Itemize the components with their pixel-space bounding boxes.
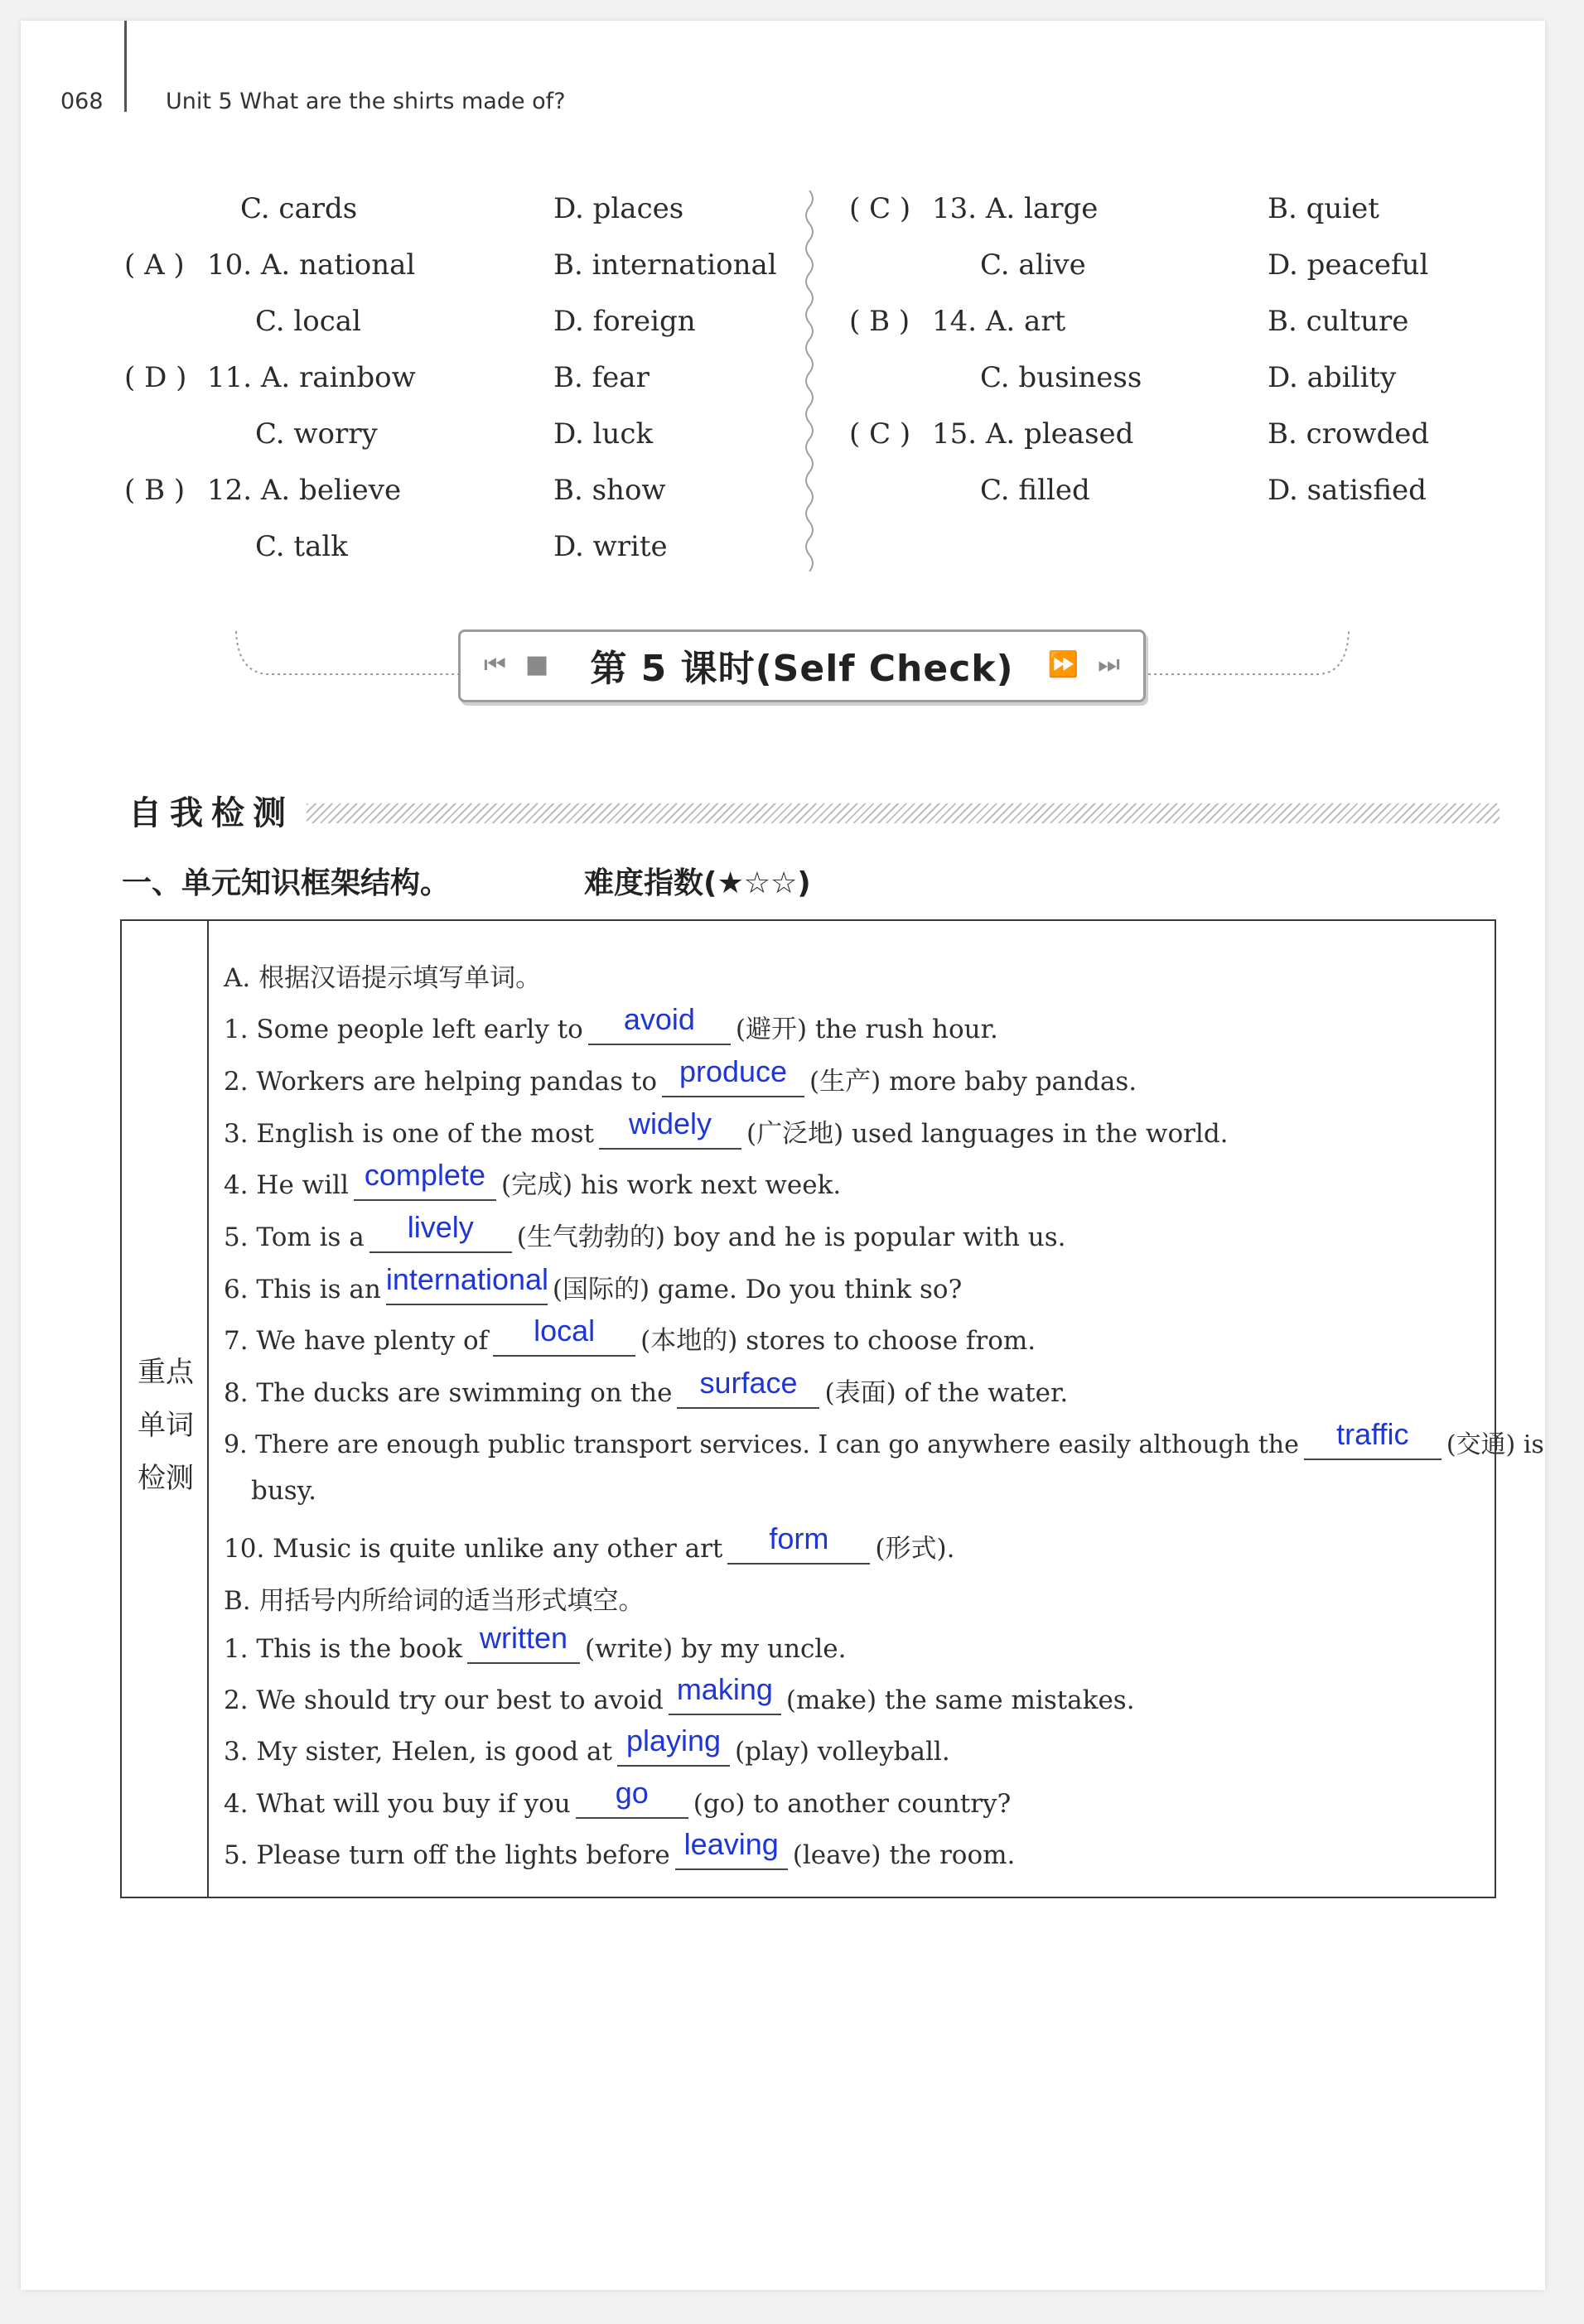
- item-text: (生产) more baby pandas.: [809, 1067, 1137, 1097]
- q15-option-a: 15. A. pleased: [932, 417, 1134, 451]
- part-a-item: [224, 1210, 1066, 1253]
- answer-blank: [599, 1107, 741, 1150]
- q10-answer: ( A ): [124, 248, 185, 282]
- handwritten-answer: lively: [407, 1210, 474, 1244]
- banner-left-line: [234, 629, 466, 687]
- fast-forward-icon: ⏩: [1047, 650, 1079, 679]
- part-b-item: [224, 1672, 1135, 1715]
- answer-blank: [385, 1262, 549, 1305]
- answer-blank: [662, 1054, 804, 1097]
- q13-option-a: 13. A. large: [932, 192, 1099, 225]
- q9-option-d: D. places: [553, 192, 684, 225]
- side-label-line: 重点: [138, 1356, 194, 1389]
- item-text: 4. What will you buy if you: [224, 1789, 571, 1819]
- q14-option-c: C. business: [980, 361, 1142, 394]
- item-text: (本地的) stores to choose from.: [640, 1326, 1036, 1356]
- q14-option-b: B. culture: [1268, 305, 1409, 338]
- q15-option-d: D. satisfied: [1268, 474, 1427, 507]
- lesson-title: 第 5 课时(Self Check): [590, 648, 1014, 690]
- q14-option-a: 14. A. art: [932, 305, 1066, 338]
- item-text: 10. Music is quite unlike any other art: [224, 1534, 723, 1564]
- item-text: (广泛地) used languages in the world.: [746, 1119, 1229, 1149]
- answer-blank: [588, 1002, 731, 1045]
- side-label-line: 检测: [138, 1462, 194, 1495]
- item-text: 2. We should try our best to avoid: [224, 1685, 664, 1715]
- item-text: (表面) of the water.: [824, 1378, 1069, 1408]
- item-text: 1. Some people left early to: [224, 1015, 583, 1044]
- section-1-title: 一、单元知识框架结构。: [122, 866, 451, 900]
- q11-option-b: B. fear: [553, 361, 650, 394]
- page-number: 068: [60, 89, 104, 114]
- self-check-title: 自我检测: [128, 794, 294, 832]
- side-label: [137, 1346, 195, 1505]
- item-text: (play) volleyball.: [735, 1737, 950, 1767]
- q13-option-c: C. alive: [980, 248, 1086, 282]
- q10-option-c: C. local: [255, 305, 361, 338]
- item-text: 5. Tom is a: [224, 1222, 365, 1252]
- answer-blank: [576, 1776, 688, 1819]
- handwritten-answer: local: [534, 1314, 596, 1348]
- q13-answer: ( C ): [849, 192, 911, 225]
- part-a-item: [224, 1002, 998, 1045]
- header-rule: [124, 21, 127, 112]
- answer-blank: [675, 1827, 788, 1870]
- item-continuation: busy.: [251, 1476, 316, 1506]
- q11-option-a: 11. A. rainbow: [207, 361, 416, 394]
- part-a-item: [224, 1521, 955, 1565]
- part-a-item: [224, 1417, 1544, 1460]
- part-a-item: [224, 1314, 1036, 1357]
- handwritten-answer: international: [385, 1262, 549, 1296]
- item-text: 2. Workers are helping pandas to: [224, 1067, 658, 1097]
- q10-option-a: 10. A. national: [207, 248, 416, 282]
- q14-answer: ( B ): [849, 305, 910, 338]
- part-b-item: [224, 1724, 950, 1767]
- side-label-line: 单词: [138, 1409, 194, 1442]
- item-text: (完成) his work next week.: [500, 1170, 842, 1200]
- item-text: 9. There are enough public transport services. I can go anywhere easily although the: [224, 1430, 1299, 1459]
- handwritten-answer: produce: [679, 1054, 788, 1088]
- column-divider: [799, 190, 819, 571]
- unit-title: Unit 5 What are the shirts made of?: [166, 89, 566, 114]
- item-text: (避开) the rush hour.: [735, 1015, 998, 1044]
- item-text: (write) by my uncle.: [585, 1634, 847, 1664]
- answer-blank: [1304, 1417, 1442, 1460]
- banner-right-line: [1135, 629, 1350, 687]
- part-a-heading: A. 根据汉语提示填写单词。: [224, 963, 542, 993]
- item-text: (国际的) game. Do you think so?: [552, 1275, 963, 1304]
- answer-blank: [493, 1314, 635, 1357]
- part-a-item: [224, 1107, 1229, 1150]
- item-text: (go) to another country?: [693, 1789, 1012, 1819]
- q12-answer: ( B ): [124, 474, 186, 507]
- item-text: (生气勃勃的) boy and he is popular with us.: [516, 1222, 1066, 1252]
- q13-option-d: D. peaceful: [1268, 248, 1429, 282]
- part-a-item: [224, 1158, 842, 1201]
- part-b-heading: B. 用括号内所给词的适当形式填空。: [224, 1586, 645, 1616]
- part-a-item: [224, 1054, 1137, 1097]
- answer-blank: [727, 1521, 870, 1565]
- item-text: (leave) the room.: [792, 1840, 1016, 1870]
- q10-option-d: D. foreign: [553, 305, 696, 338]
- q15-option-c: C. filled: [980, 474, 1090, 507]
- q12-option-c: C. talk: [255, 530, 348, 563]
- difficulty-rating: 难度指数(★☆☆): [584, 866, 811, 900]
- item-text: 3. My sister, Helen, is good at: [224, 1737, 612, 1767]
- q15-option-b: B. crowded: [1268, 417, 1430, 451]
- handwritten-answer: making: [676, 1672, 773, 1706]
- answer-blank: [354, 1158, 496, 1201]
- q9-option-c: C. cards: [240, 192, 358, 225]
- part-b-item: [224, 1827, 1016, 1870]
- item-text: 4. He will: [224, 1170, 349, 1200]
- handwritten-answer: traffic: [1336, 1417, 1409, 1451]
- item-text: 3. English is one of the most: [224, 1119, 594, 1149]
- item-text: 5. Please turn off the lights before: [224, 1840, 670, 1870]
- frame-divider: [207, 919, 209, 1898]
- answer-blank: [617, 1724, 730, 1767]
- handwritten-answer: complete: [364, 1158, 485, 1192]
- square-icon: ■: [525, 650, 549, 679]
- skip-forward-icon: ⏭: [1098, 650, 1120, 679]
- item-text: (形式).: [875, 1534, 955, 1564]
- handwritten-answer: playing: [625, 1724, 722, 1757]
- workbook-page: [21, 21, 1545, 2290]
- q10-option-b: B. international: [553, 248, 777, 282]
- answer-blank: [369, 1210, 512, 1253]
- handwritten-answer: leaving: [683, 1827, 779, 1861]
- part-b-item: [224, 1776, 1012, 1819]
- q11-answer: ( D ): [124, 361, 187, 394]
- q15-answer: ( C ): [849, 417, 911, 451]
- handwritten-answer: form: [769, 1521, 829, 1555]
- answer-blank: [669, 1672, 781, 1715]
- handwritten-answer: widely: [628, 1107, 712, 1140]
- lesson-banner: [458, 629, 1146, 702]
- item-text: 6. This is an: [224, 1275, 381, 1304]
- handwritten-answer: avoid: [623, 1002, 695, 1036]
- q13-option-b: B. quiet: [1268, 192, 1379, 225]
- answer-blank: [677, 1366, 819, 1409]
- answer-blank: [467, 1621, 580, 1664]
- item-text: (make) the same mistakes.: [785, 1685, 1135, 1715]
- q12-option-b: B. show: [553, 474, 666, 507]
- q11-option-c: C. worry: [255, 417, 378, 451]
- part-a-item: [224, 1262, 963, 1305]
- item-text: 8. The ducks are swimming on the: [224, 1378, 673, 1408]
- handwritten-answer: go: [615, 1776, 649, 1810]
- handwritten-answer: written: [480, 1621, 568, 1655]
- part-a-item: [224, 1366, 1069, 1409]
- q12-option-a: 12. A. believe: [207, 474, 402, 507]
- item-text: 1. This is the book: [224, 1634, 463, 1664]
- q14-option-d: D. ability: [1268, 361, 1397, 394]
- handwritten-answer: surface: [699, 1366, 798, 1400]
- skip-back-icon: ⏮: [484, 650, 506, 679]
- part-b-item: [224, 1621, 847, 1664]
- item-text: (交通) is: [1446, 1430, 1544, 1459]
- q11-option-d: D. luck: [553, 417, 654, 451]
- item-text: 7. We have plenty of: [224, 1326, 489, 1356]
- q12-option-d: D. write: [553, 530, 668, 563]
- hatched-bar: [307, 803, 1499, 823]
